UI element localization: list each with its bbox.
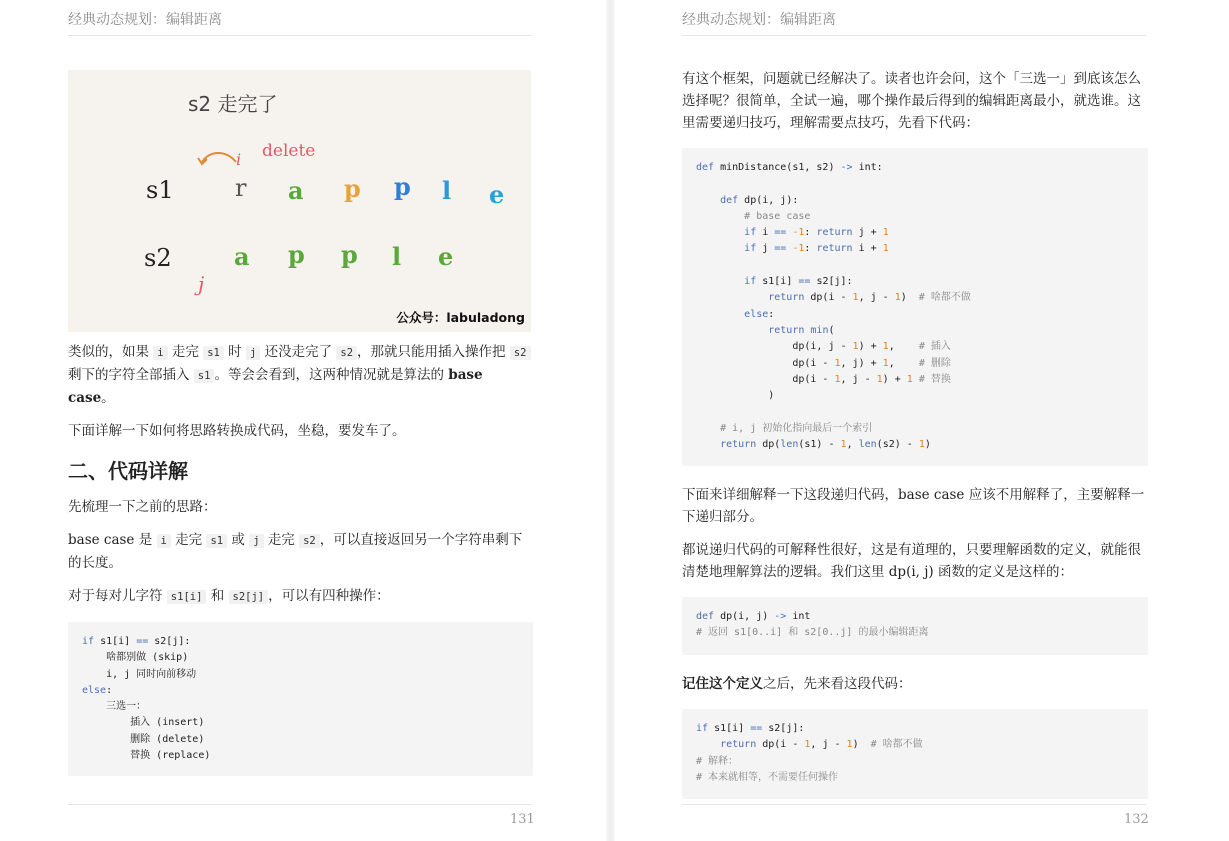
text: ，那就只能用插入操作把 xyxy=(357,344,506,360)
delete-label: delete xyxy=(262,141,316,161)
inline-code: j xyxy=(246,346,260,360)
paragraph: 有这个框架，问题就已经解决了。读者也许会问，这个「三选一」到底该怎么选择呢？很简单，全试一遍，哪个操作最后得到的编辑距离最小，就选谁。这里需要递归技巧，理解需要点技巧，先看下代码： xyxy=(682,71,1141,131)
inline-code: s1 xyxy=(203,346,224,360)
footer-rule xyxy=(682,804,1146,805)
code-line: return min( xyxy=(768,324,835,336)
inline-code: s2[j] xyxy=(229,590,269,604)
page-number: 131 xyxy=(510,812,535,827)
figure-credit: 公众号：labuladong xyxy=(396,310,525,325)
code-line: 删除 (delete) xyxy=(82,733,205,745)
code-line: 三选一： xyxy=(82,701,147,713)
code-block xyxy=(682,148,1148,466)
code-line: else: xyxy=(744,308,775,320)
text: 。等会会看到，这两种情况就是算法的 xyxy=(214,367,444,383)
paragraph: 先梳理一下之前的思路： xyxy=(68,499,217,515)
s2-letter-l: l xyxy=(392,242,402,271)
text: 走完 xyxy=(171,344,199,360)
text: base case 是 xyxy=(68,532,153,548)
code-line: 替换 (replace) xyxy=(82,750,211,762)
code-block xyxy=(682,597,1148,655)
section-heading: 二、代码详解 xyxy=(68,459,188,483)
code-line: def dp(i, j): xyxy=(720,194,799,206)
code-line xyxy=(696,176,1134,192)
inline-code: s2 xyxy=(336,346,357,360)
inline-code: s2 xyxy=(299,534,320,548)
figure-title: s2 走完了 xyxy=(188,92,278,116)
s1-label: s1 xyxy=(146,176,174,204)
code-line: if i == -1: return j + 1 xyxy=(744,227,889,239)
code-line: i, j 同时向前移动 xyxy=(82,668,197,680)
code-line: # i, j 初始化指向最后一个索引 xyxy=(720,422,873,434)
inline-code: s1 xyxy=(206,534,227,548)
s2-letter-e: e xyxy=(438,242,454,271)
code-line xyxy=(696,258,1134,274)
i-marker: i xyxy=(236,150,242,169)
inline-code: s1 xyxy=(194,369,215,383)
s1-letter-p1: p xyxy=(344,174,361,203)
footer-rule xyxy=(68,804,531,805)
inline-code: j xyxy=(249,534,263,548)
code-line: if j == -1: return i + 1 xyxy=(744,243,889,255)
text: 走完 xyxy=(267,532,295,548)
code-block xyxy=(68,622,533,776)
code-line: # 解释： xyxy=(696,755,739,767)
text: ，可以有四种操作： xyxy=(268,588,390,604)
code-line: ) xyxy=(696,390,775,402)
code-line: return dp(len(s1) - 1, len(s2) - 1) xyxy=(720,439,931,451)
text: 时 xyxy=(228,344,242,360)
paragraph: 下面来详细解释一下这段递归代码，base case 应该不用解释了，主要解释一下递归部分。 xyxy=(682,487,1145,525)
code-line: def minDistance(s1, s2) -> int: xyxy=(696,162,883,173)
s1-letter-a: a xyxy=(288,176,304,205)
book-gutter xyxy=(606,0,615,841)
left-body xyxy=(68,341,533,776)
running-header: 经典动态规划：编辑距离 xyxy=(68,12,222,28)
s2-letter-p1: p xyxy=(288,240,305,269)
code-block xyxy=(682,709,1148,799)
s1-letter-p2: p xyxy=(394,172,411,201)
code-line: if s1[i] == s2[j]: xyxy=(696,723,805,734)
paragraph: 下面详解一下如何将思路转换成代码，坐稳，要发车了。 xyxy=(68,423,406,439)
inline-code: i xyxy=(153,346,167,360)
page-number: 132 xyxy=(1124,812,1149,827)
code-line: 啥都别做 (skip) xyxy=(82,652,189,664)
paragraph: 都说递归代码的可解释性很好，这是有道理的，只要理解函数的定义，就能很清楚地理解算法的逻辑。我们这里 dp(i, j) 函数的定义是这样的： xyxy=(682,542,1141,580)
s2-label: s2 xyxy=(144,244,172,272)
text: 走完 xyxy=(175,532,203,548)
code-line xyxy=(696,404,1134,420)
code-line: else: xyxy=(82,684,113,696)
text: 之后，先来看这段代码： xyxy=(763,676,912,692)
text: 和 xyxy=(210,588,225,604)
edit-distance-figure xyxy=(68,70,531,332)
text: 对于每对儿字符 xyxy=(68,588,163,604)
text: ，可以直接返回另一个字符串剩下的长度。 xyxy=(68,532,523,571)
inline-code: s1[i] xyxy=(167,590,207,604)
right-body xyxy=(682,68,1148,799)
code-line: if s1[i] == s2[j]: xyxy=(82,636,191,647)
j-marker: j xyxy=(198,272,205,296)
code-line: 插入 (insert) xyxy=(82,717,205,729)
text: 或 xyxy=(231,532,245,548)
s1-letter-l: l xyxy=(442,176,452,205)
code-line: # 返回 s1[0..i] 和 s2[0..j] 的最小编辑距离 xyxy=(696,627,929,639)
header-rule xyxy=(68,35,531,36)
inline-code: s2 xyxy=(510,346,531,360)
running-header: 经典动态规划：编辑距离 xyxy=(682,12,836,28)
paragraph xyxy=(68,585,533,608)
s2-letter-a: a xyxy=(234,242,250,271)
code-line: # 本来就相等，不需要任何操作 xyxy=(696,771,839,783)
s1-letter-e: e xyxy=(489,180,505,209)
code-line: def dp(i, j) -> int xyxy=(696,611,811,622)
paragraph xyxy=(682,673,1148,695)
paragraph xyxy=(68,529,533,574)
text: 剩下的字符全部插入 xyxy=(68,367,190,383)
code-line: return dp(i - 1, j - 1) # 啥都不做 xyxy=(768,292,971,304)
code-line: dp(i, j - 1) + 1, # 插入 xyxy=(696,341,951,353)
s2-letter-p2: p xyxy=(341,240,358,269)
inline-code: i xyxy=(157,534,171,548)
header-rule xyxy=(682,35,1146,36)
paragraph xyxy=(68,341,533,409)
text: 还没走完了 xyxy=(264,344,333,360)
s1-letter-r: r xyxy=(235,174,247,202)
text: 类似的，如果 xyxy=(68,344,149,360)
text: 。 xyxy=(101,390,115,406)
code-line: dp(i - 1, j - 1) + 1 # 替换 xyxy=(696,373,951,385)
right-page xyxy=(615,0,1229,841)
code-line: return dp(i - 1, j - 1) # 啥都不做 xyxy=(720,739,923,751)
bold-text: 记住这个定义 xyxy=(682,676,763,692)
left-page xyxy=(0,0,614,841)
code-line: if s1[i] == s2[j]: xyxy=(744,276,853,288)
code-line: dp(i - 1, j) + 1, # 删除 xyxy=(696,357,951,369)
code-line: # base case xyxy=(744,210,811,222)
bold-text: base case xyxy=(68,367,483,406)
